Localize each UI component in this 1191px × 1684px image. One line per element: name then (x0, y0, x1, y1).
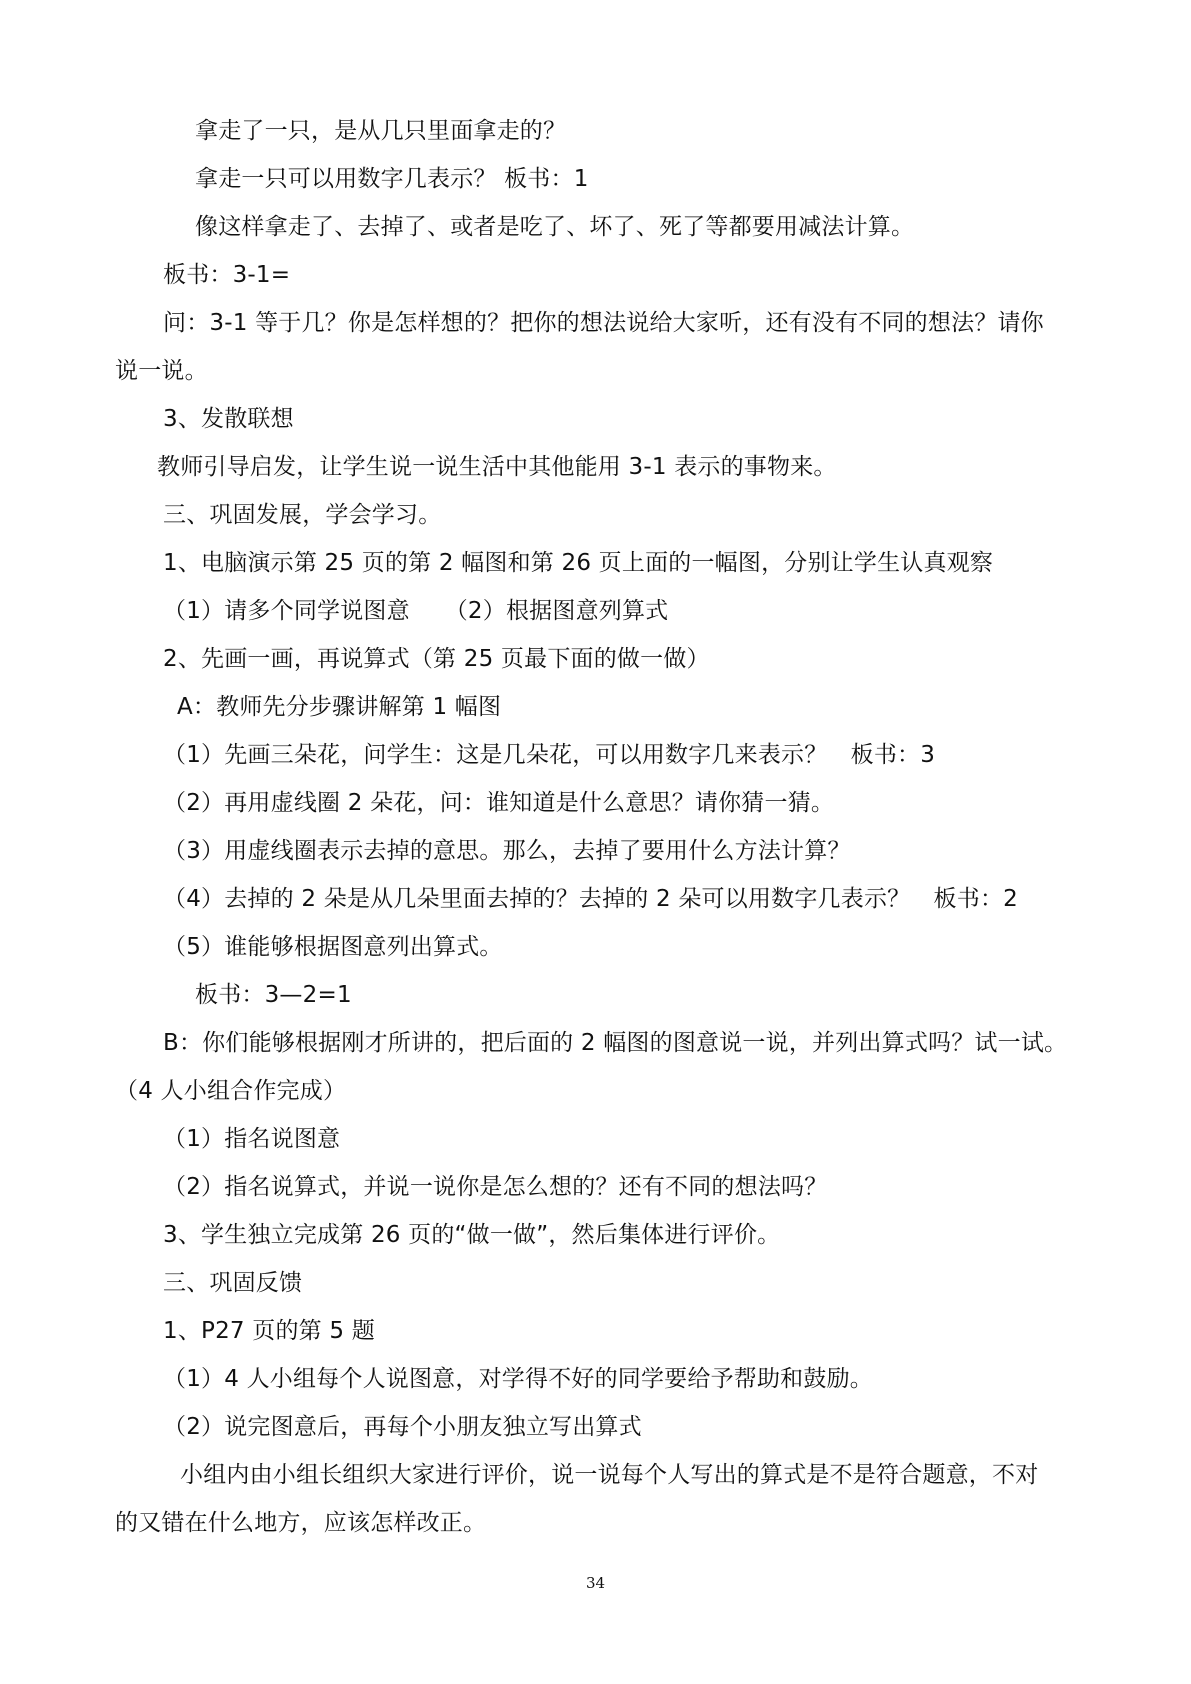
text-line: （4 人小组合作完成） (115, 1078, 347, 1104)
text-line: （1）4 人小组每个人说图意，对学得不好的同学要给予帮助和鼓励。 (163, 1366, 873, 1392)
text-line: 教师引导启发，让学生说一说生活中其他能用 3-1 表示的事物来。 (157, 454, 837, 480)
text-line: 拿走一只可以用数字几表示？ 板书：1 (195, 166, 589, 192)
section-heading: 3、发散联想 (163, 406, 294, 432)
section-heading: 三、巩固发展，学会学习。 (163, 502, 442, 528)
text-line: B：你们能够根据刚才所讲的，把后面的 2 幅图的图意说一说，并列出算式吗？试一试。 (163, 1030, 1068, 1056)
text-line: 1、电脑演示第 25 页的第 2 幅图和第 26 页上面的一幅图，分别让学生认真观察 (163, 550, 994, 576)
text-line: （1）先画三朵花，问学生：这是几朵花，可以用数字几来表示？ 板书：3 (163, 742, 936, 768)
text-line: 问：3-1 等于几？你是怎样想的？把你的想法说给大家听，还有没有不同的想法？请你 (163, 310, 1044, 336)
text-line: 说一说。 (115, 358, 208, 384)
text-line: 2、先画一画，再说算式（第 25 页最下面的做一做） (163, 646, 710, 672)
text-line: 拿走了一只，是从几只里面拿走的？ (195, 118, 567, 144)
text-line: 1、P27 页的第 5 题 (163, 1318, 375, 1344)
text-line: （3）用虚线圈表示去掉的意思。那么，去掉了要用什么方法计算？ (163, 838, 851, 864)
text-line: 3、学生独立完成第 26 页的“做一做”，然后集体进行评价。 (163, 1222, 781, 1248)
text-line: 板书：3-1= (163, 262, 291, 288)
text-line: （5）谁能够根据图意列出算式。 (163, 934, 503, 960)
text-line: 的又错在什么地方，应该怎样改正。 (115, 1510, 487, 1536)
text-line: （1）指名说图意 (163, 1126, 341, 1152)
text-line: 板书：3—2=1 (195, 982, 352, 1008)
text-line: （2）再用虚线圈 2 朵花，问：谁知道是什么意思？请你猜一猜。 (163, 790, 835, 816)
text-line: A：教师先分步骤讲解第 1 幅图 (177, 694, 502, 720)
text-line: 像这样拿走了、去掉了、或者是吃了、坏了、死了等都要用减法计算。 (195, 214, 915, 240)
text-line: （2）说完图意后，再每个小朋友独立写出算式 (163, 1414, 642, 1440)
section-heading: 三、巩固反馈 (163, 1270, 303, 1296)
text-line: （2）指名说算式，并说一说你是怎么想的？还有不同的想法吗？ (163, 1174, 828, 1200)
text-line: 小组内由小组长组织大家进行评价，说一说每个人写出的算式是不是符合题意，不对 (180, 1462, 1039, 1488)
text-line: （4）去掉的 2 朵是从几朵里面去掉的？去掉的 2 朵可以用数字几表示？ 板书：2 (163, 886, 1018, 912)
text-line: （1）请多个同学说图意 （2）根据图意列算式 (163, 598, 669, 624)
page-number: 34 (585, 1574, 606, 1592)
